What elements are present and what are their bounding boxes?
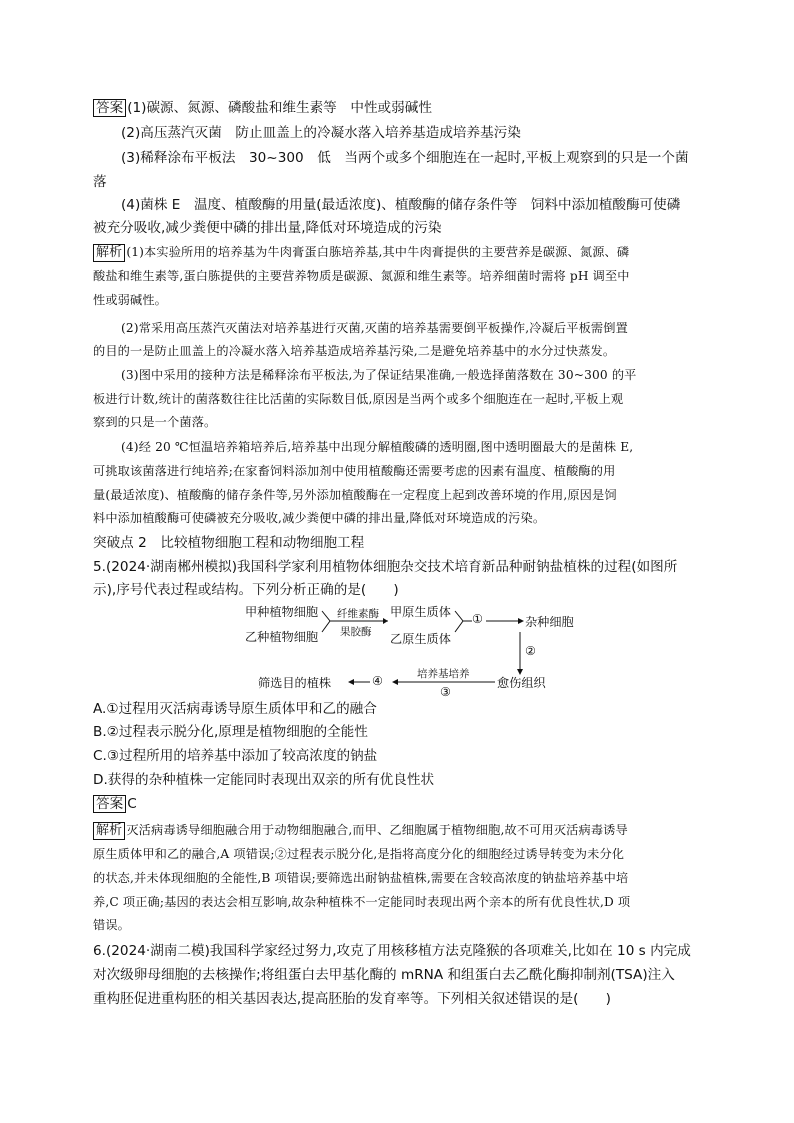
q4-analysis-line-1 [93, 242, 629, 262]
q5-option-a: A.①过程用灭活病毒诱导原生质体甲和乙的融合 [93, 701, 377, 717]
q4-exp-1a: (1)本实验所用的培养基为牛肉膏蛋白胨培养基,其中牛肉膏提供的主要营养是碳源、氮源、磷 [126, 245, 630, 259]
q4-exp-4c: 量(最适浓度)、植酸酶的储存条件等,另外添加植酸酶在一定程度上起到改善环境的作用,原因是饲 [93, 488, 617, 502]
section-heading: 突破点 2 比较植物细胞工程和动物细胞工程 [93, 535, 365, 551]
q6-stem-a: 6.(2024·湖南二模)我国科学家经过努力,攻克了用核移植方法克隆猴的各项难关,比如在 10 s 内完成 [93, 943, 691, 959]
q6-stem-b: 对次级卵母细胞的去核操作;将组蛋白去甲基化酶的 mRNA 和组蛋白去乙酰化酶抑制剂(TSA)注入 [93, 967, 675, 983]
protoplast-b-label: 乙原生质体 [390, 632, 451, 646]
culture-label: 培养基培养 [417, 668, 470, 680]
q4-exp-4d: 料中添加植酸酶可使磷被充分吸收,减少粪便中磷的排出量,降低对环境造成的污染。 [93, 511, 546, 525]
q4-exp-2a: (2)常采用高压蒸汽灭菌法对培养基进行灭菌,灭菌的培养基需要倒平板操作,冷凝后平板需倒置 [121, 321, 628, 335]
q4-answer-text-3b: 落 [93, 174, 107, 190]
q5-stem-a: 5.(2024·湖南郴州模拟)我国科学家利用植物体细胞杂交技术培育新品种耐钠盐植株的过程(如图所 [93, 559, 678, 575]
step-2-label: ② [525, 644, 536, 658]
step-3-label: ③ [440, 685, 451, 699]
callus-label: 愈伤组织 [497, 676, 546, 690]
protoplast-a-label: 甲原生质体 [390, 605, 451, 619]
q4-exp-4b: 可挑取该菌落进行纯培养;在家畜饲料添加剂中使用植酸酶还需要考虑的因素有温度、植酸酶的用 [93, 464, 616, 478]
q5-analysis-line-1 [93, 820, 628, 840]
q5-stem-b: 示),序号代表过程或结构。下列分析正确的是( ) [93, 582, 399, 598]
q4-answer-text-4a: (4)菌株 E 温度、植酸酶的用量(最适浓度)、植酸酶的储存条件等 饲料中添加植酸酶可使磷 [121, 197, 681, 213]
q5-answer-value: C [127, 796, 137, 812]
q4-exp-4a: (4)经 20 ℃恒温培养箱培养后,培养基中出现分解植酸磷的透明圈,图中透明圈最大的是菌株 E, [121, 440, 634, 454]
q6-stem-c: 重构胚促进重构胚的相关基因表达,提高胚胎的发育率等。下列相关叙述错误的是( ) [93, 991, 611, 1007]
q5-exp-d: 养,C 项正确;基因的表达会相互影响,故杂种植株不一定能同时表现出两个亲本的所有优良性状,D 项 [93, 895, 631, 909]
q4-exp-2b: 的目的一是防止皿盖上的冷凝水落入培养基造成培养基污染,二是避免培养基中的水分过快蒸发。 [93, 344, 616, 358]
answer-tag: 答案 [93, 795, 126, 813]
analysis-tag: 解析 [93, 244, 125, 262]
enzyme-top-label: 纤维素酶 [337, 608, 379, 620]
q5-exp-e: 错误。 [93, 918, 131, 932]
q5-option-c: C.③过程所用的培养基中添加了较高浓度的钠盐 [93, 748, 378, 764]
q4-answer-line-1 [93, 98, 432, 118]
q4-answer-text-1: (1)碳源、氮源、磷酸盐和维生素等 中性或弱碱性 [127, 100, 432, 116]
plant-a-label: 甲种植物细胞 [245, 605, 319, 619]
answer-tag: 答案 [93, 99, 126, 117]
q4-exp-3c: 察到的只是一个菌落。 [93, 415, 217, 429]
step-4-label: ④ [372, 674, 383, 688]
q4-exp-3b: 板进行计数,统计的菌落数往往比活菌的实际数目低,原因是当两个或多个细胞连在一起时,平板上观 [93, 392, 624, 406]
q4-answer-text-4b: 被充分吸收,减少粪便中磷的排出量,降低对环境造成的污染 [93, 220, 442, 236]
analysis-tag: 解析 [93, 822, 125, 840]
q4-exp-1c: 性或弱碱性。 [93, 293, 168, 307]
q5-answer-line [93, 794, 137, 814]
q4-exp-3a: (3)图中采用的接种方法是稀释涂布平板法,为了保证结果准确,一般选择菌落数在 30~300 的平 [121, 368, 637, 382]
target-plant-label: 筛选目的植株 [258, 676, 332, 690]
q4-answer-text-2: (2)高压蒸汽灭菌 防止皿盖上的冷凝水落入培养基造成培养基污染 [121, 125, 521, 141]
q5-exp-a: 灭活病毒诱导细胞融合用于动物细胞融合,而甲、乙细胞属于植物细胞,故不可用灭活病毒诱导 [126, 823, 628, 837]
step-1-label: ① [472, 612, 483, 626]
q5-option-b: B.②过程表示脱分化,原理是植物细胞的全能性 [93, 724, 368, 740]
q5-option-d: D.获得的杂种植株一定能同时表现出双亲的所有优良性状 [93, 772, 435, 788]
q4-exp-1b: 酸盐和维生素等,蛋白胨提供的主要营养物质是碳源、氮源和维生素等。培养细菌时需将 pH 调至中 [93, 269, 630, 283]
enzyme-bottom-label: 果胶酶 [340, 626, 372, 638]
q4-answer-text-3a: (3)稀释涂布平板法 30~300 低 当两个或多个细胞连在一起时,平板上观察到的只是一个菌 [121, 150, 689, 166]
q5-exp-b: 原生质体甲和乙的融合,A 项错误;②过程表示脱分化,是指将高度分化的细胞经过诱导转变为未分化 [93, 847, 625, 861]
q5-exp-c: 的状态,并未体现细胞的全能性,B 项错误;要筛选出耐钠盐植株,需要在含较高浓度的钠盐培养基中培 [93, 871, 629, 885]
plant-b-label: 乙种植物细胞 [245, 630, 319, 644]
hybrid-cell-label: 杂种细胞 [525, 615, 574, 629]
